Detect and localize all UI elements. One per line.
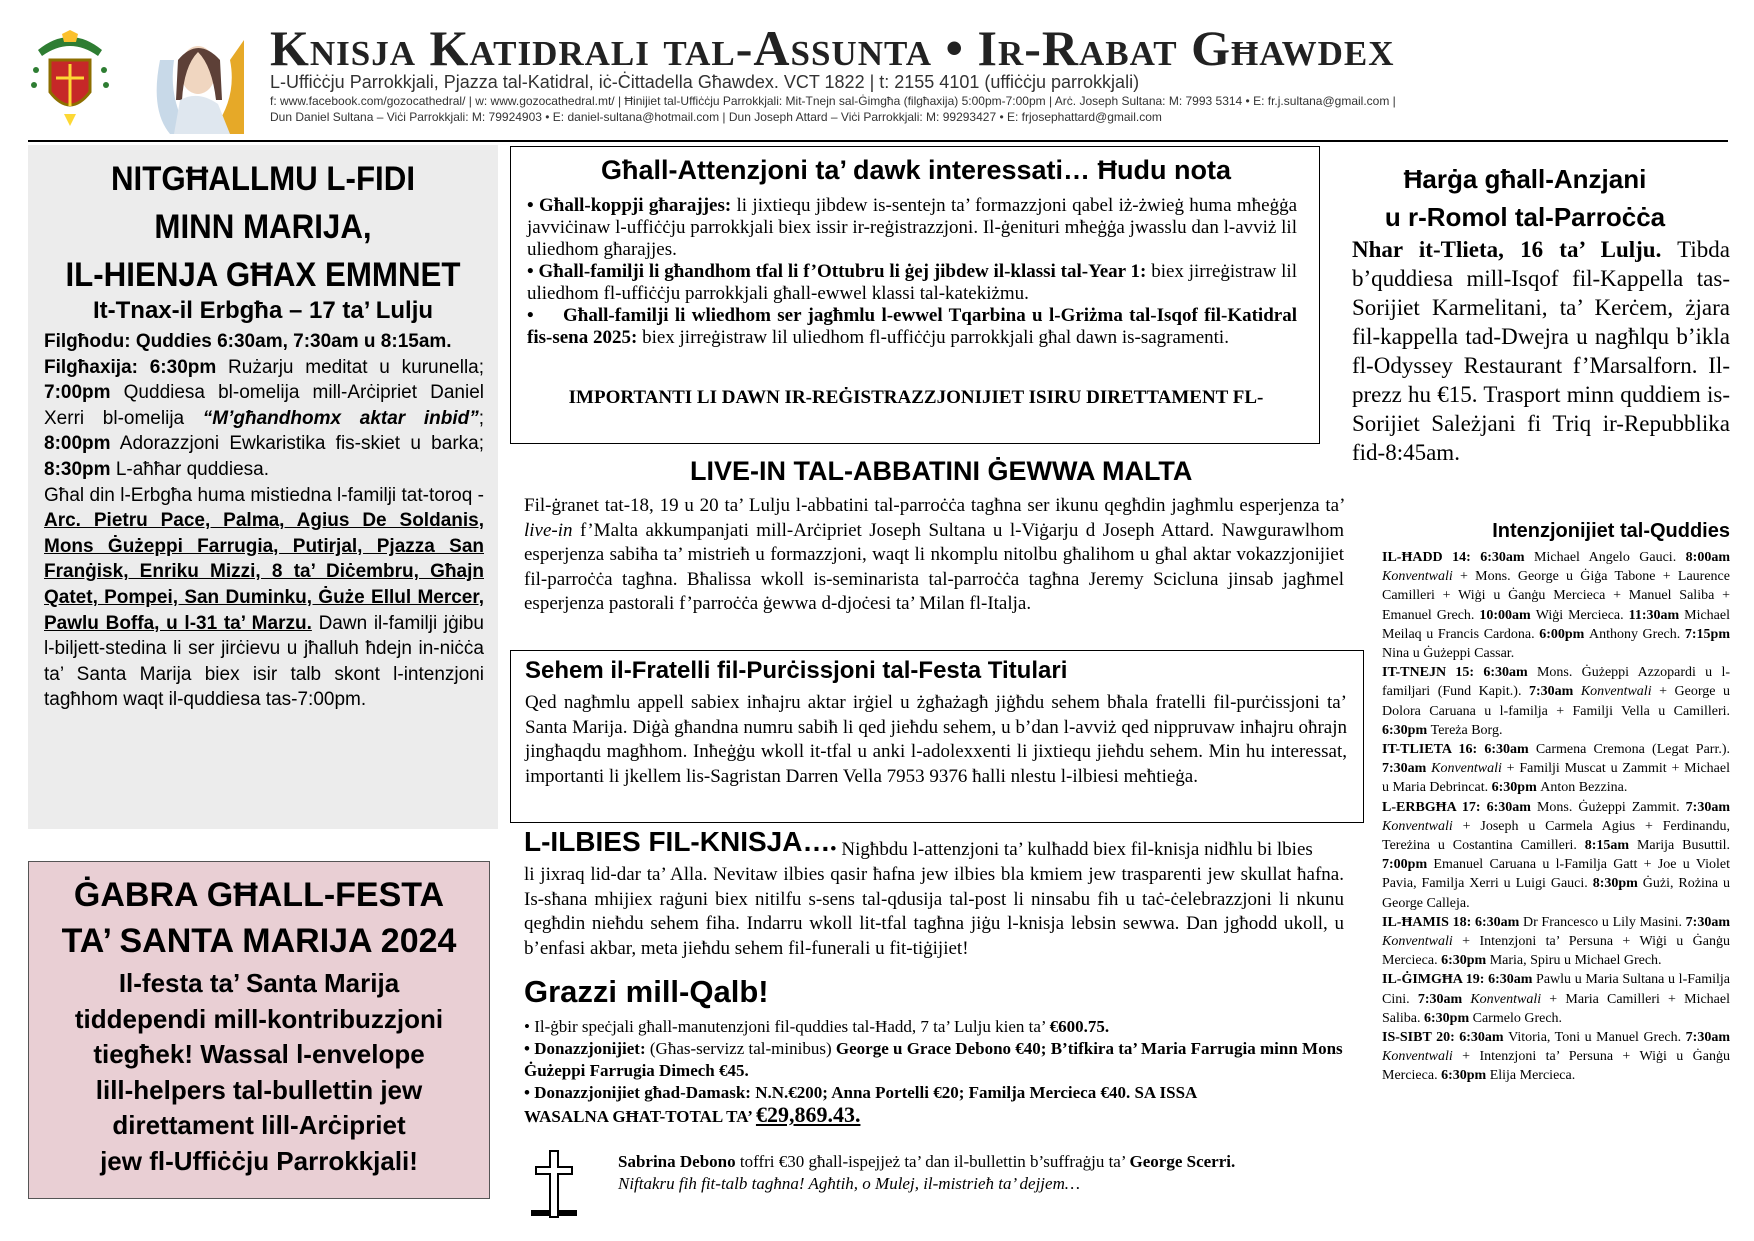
intention-day [1382, 663, 1730, 740]
intention-time: 6:30am [1474, 914, 1523, 930]
dress-code-text: li jixraq lid-dar ta’ Alla. Nevitaw ilbies qasir ħafna jew ilbies bla kmiem jew trasparenti jew skullat ħafna. Is-sħana mhijiex raġuni biex nitilfu s-sens tal-qdusija tal-post li ninsabu fih u taċ-ċelebrazzjoni li nkunu qegħdin nieħdu sehem fiha. Indarru wkoll lit-tfal tagħna jiġu l-knisja lebsin sewwa. Dan jgħodd ukoll, u b’enfasi akbar, meta jieħdu sehem fil-funerali u fit-tiġijiet! [524, 864, 1344, 959]
intention-text: Nina u Ġużeppi Cassar. [1382, 646, 1515, 662]
intention-text: Wiġi Mercieca. [1535, 607, 1629, 623]
intention-text: + Familji Muscat u Zammit + Michael u Maria Debrincat. [1382, 761, 1730, 796]
intention-time: 6:30am [1488, 972, 1537, 988]
intention-text: Marija Busuttil. [1636, 838, 1730, 854]
intention-day [1382, 970, 1730, 1028]
intention-text: Emanuel Caruana u l-Familja Gatt + Joe u Violet Pavia, Familja Xerri u Luigi Gauci. [1382, 857, 1730, 892]
faith-learning-box [28, 145, 498, 829]
fratelli-text: Qed nagħmlu appell sabiex inħajru aktar irġiel u żgħażagħ jiġħdu sehem bħala fratelli fil-purċissjoni ta’ Santa Marija. Diġà għandna numru sabiħ li qed jieħdu sehem, u b’dan l-avviż qed nippruvaw inħajru oħrajn jingħaqdu magħhom. Inħeġġu wkoll it-tfal u anki l-adolexxenti li jixtiequ jieħdu sehem. Min hu interessat, importanti li jkellem lis-Sagristan Darren Vella 7953 9376 ħalli nlestu l-ilbiesi meħtieġa. [525, 692, 1347, 787]
intention-time: 8:30pm [1592, 876, 1643, 892]
notice-item: • Għall-koppji għarajjes: li jixtiequ jibdew is-sentejn ta’ formazzjoni qabel iż-żwieġ huma mħeġġa javviċinaw l-uffiċċju parrokkjali biex issir ir-reġistrazzjoni. Il-ġenituri mħeġġa jwasslu dan l-avviż lil uliedhom għarajjes. [527, 195, 1298, 260]
mass-intentions-title: Intenzjonijiet tal-Quddies [1492, 520, 1730, 542]
live-in-text: Fil-ġranet tat-18, 19 u 20 ta’ Lulju l-abbatini tal-parroċċa tagħna ser ikunu qegħdin jagħmlu esperjenza ta’ live-in f’Malta akkumpanjati mill-Arċipriet Joseph Sultana u l-Viġarju d Joseph Attard. Nawgurawlhom esperjenza sabiħa ta’ mistrieħ u formazzjoni, waqt li nkomplu nitolbu għalihom u għal aktar vokazzjonijiet fil-parroċċa tagħna. Bħalissa wkoll is-seminarista tal-parroċċa tagħna Jeremy Scicluna jinsab jagħmel esperjenza pastorali f’parroċċa ġewwa d-djoċesi ta’ Milan fl-Italja. [524, 495, 1344, 614]
intention-text: Anton Bezzina. [1540, 780, 1628, 796]
intention-time: 6:30am [1486, 799, 1537, 815]
thanks-title: Grazzi mill-Qalb! [524, 974, 769, 1009]
intention-time: 6:30am [1483, 665, 1537, 681]
intention-text: + George u Dolora Caruana u l-familja + Familji Vella u Camilleri. [1382, 684, 1730, 719]
intention-text: Anthony Grech. [1588, 626, 1685, 642]
intention-time: 7:30am [1685, 799, 1730, 815]
intention-time: 8:15am [1584, 838, 1637, 854]
faith-learning-date: It-Tnax-il Erbgħa – 17 ta’ Lulju [92, 297, 434, 324]
faith-learning-title: NITGĦALLMU L-FIDI MINN MARIJA, IL-HIENJA GĦAX EMMNET [65, 160, 461, 294]
intention-time: 6:30pm [1424, 1010, 1473, 1026]
outing-title: Ħarġa għall-Anzjani u r-Romol tal-Parroċċa [1384, 164, 1666, 232]
notice-important: IMPORTANTI LI DAWN IR-REĠISTRAZZJONIJIET ISIRU DIRETTAMENT FL- [568, 387, 1264, 408]
office-address: L-Uffiċċju Parrokkjali, Pjazza tal-Katidral, iċ-Ċittadella Għawdex. VCT 1822 | t: 2155 4101 (uffiċċju parrokkjali) [270, 72, 1140, 92]
dress-code-intro: • Nigħbdu l-attenzjoni ta’ kulħadd biex fil-knisja nidħlu bi lbies [830, 839, 1313, 860]
intention-day [1382, 1028, 1730, 1086]
donation-total: WASALNA GĦAT-TOTAL TA’ €29,869.43. [524, 1102, 861, 1127]
intention-time: 10:00am [1479, 607, 1536, 623]
street-list: Arc. Pietru Pace, Palma, Agius De Soldanis, Mons Ġużeppi Farrugia, Putirjal, Pjazza San Franġisk, Enriku Mizzi, 8 ta’ Diċembru, Għajn Qatet, Pompei, San Duminku, Ġuże Ellul Mercer, Pawlu Boffa, u l-31 ta’ Marzu. [44, 510, 484, 634]
intention-text: Ġużi, Rożina u George Calleja. [1382, 876, 1730, 911]
intention-text: + Intenzjoni ta’ Persuna + Wiġi u Ġanġu Mercieca. [1382, 1049, 1730, 1084]
intention-time: 6:30pm [1382, 722, 1431, 738]
donation-line: • Il-ġbir speċjali għall-manutenzjoni fil-quddies tal-Ħadd, 7 ta’ Lulju kien ta’ €600.75. [524, 1017, 1110, 1036]
intention-text: + Maria Camilleri + Michael Saliba. [1382, 991, 1731, 1026]
intention-conventual: Konventwali [1580, 684, 1660, 700]
intention-time: 7:30am [1685, 1030, 1730, 1046]
fratelli-title: Sehem il-Fratelli fil-Purċissjoni tal-Festa Titulari [525, 657, 1068, 684]
intention-conventual: Konventwali [1431, 761, 1507, 777]
intention-day [1382, 548, 1730, 663]
attention-notice-box [510, 146, 1320, 444]
contact-line-2: Dun Daniel Sultana – Viċi Parrokkjali: M: 79924903 • E: daniel-sultana@hotmail.com | Dun Joseph Attard – Viċi Parrokkjali: M: 99293427 • E: frjosephattard@gmail.com [270, 110, 1162, 124]
intention-day-label: IT-TLIETA 16: [1382, 742, 1485, 758]
intention-text: + Joseph u Carmela Agius + Ferdinandu, Tereżina u Costantina Camilleri. [1382, 818, 1730, 854]
intention-time: 6:30am [1459, 1030, 1509, 1046]
intention-day-label: IT-TNEJN 15: [1382, 665, 1484, 681]
intention-time: 7:30am [1685, 914, 1730, 930]
feast-collection-text: Il-festa ta’ Santa Marija tiddependi mill-kontribuzzjoni tiegħek! Wassal l-envelope lill-helpers tal-bullettin jew direttament lill-Arċipriet jew fl-Uffiċċju Parrokkjali! [74, 968, 444, 1176]
intention-time: 11:30am [1628, 607, 1685, 623]
intention-time: 6:00pm [1539, 626, 1589, 642]
intention-text: + Mons. George u Ġiġa Tabone + Laurence Camilleri + Wiġi u Ġanġu Mercieca + Manuel Saliba + Emanuel Grech. [1382, 569, 1730, 623]
cross-icon [531, 1148, 577, 1220]
intention-text: Mons. Ġużeppi Azzopardi u l-familjari (Fund Kapit.). [1382, 665, 1730, 700]
intention-day-label: IL-ĦAMIS 18: [1382, 914, 1475, 930]
intention-time: 7:15pm [1684, 626, 1730, 642]
intention-time: 6:30pm [1441, 953, 1490, 969]
feast-collection-box [28, 861, 490, 1199]
intention-time: 7:30am [1382, 761, 1432, 777]
intention-text: Maria, Spiru u Michael Grech. [1489, 953, 1662, 969]
intention-time: 8:00am [1685, 550, 1730, 565]
mass-intentions-list [1382, 548, 1730, 1086]
notice-item: • Għall-familji li għandhom tfal li f’Ottubru li ġej jibdew il-klassi tal-Year 1: biex jirreġistraw lil uliedhom fl-uffiċċju parrokkjali għall-ewwel klassi tal-katekiżmu. [527, 261, 1297, 304]
intention-text: Dr Francesco u Lily Masini. [1522, 914, 1686, 930]
intention-text: Pawlu u Maria Sultana u l-Familja Cini. [1382, 972, 1731, 1007]
intention-day-label: IS-SIBT 20: [1382, 1030, 1460, 1046]
intention-time: 6:30am [1480, 550, 1535, 565]
coat-of-arms-icon [28, 30, 112, 130]
intention-text: Mons. Ġużeppi Zammit. [1536, 799, 1686, 815]
intention-text: Vitoria, Toni u Manuel Grech. [1508, 1030, 1686, 1046]
masthead [0, 0, 1754, 140]
intention-conventual: Konventwali [1382, 934, 1463, 950]
faith-learning-text: Filgħodu: Quddies 6:30am, 7:30am u 8:15am. Filgħaxija: 6:30pm Rużarju meditat u kurunella; 7:00pm Quddiesa bl-omelija mill-Arċipriet Daniel Xerri bl-omelija “M’għandhomx aktar inbid”; 8:00pm Adorazzjoni Ewkaristika fis-skiet u barka; 8:30pm L-aħħar quddiesa. Għal din l-Erbgħa huma mistiedna l-familji tat-toroq - Arc. Pietru Pace, Palma, Agius De Soldanis, Mons Ġużeppi Farrugia, Putirjal, Pjazza San Franġisk, Enriku Mizzi, 8 ta’ Diċembru, Għajn Qatet, Pompei, San Duminku, Ġuże Ellul Mercer, Pawlu Boffa, u l-31 ta’ Marzu. Dawn il-familji jġibu l-biljett-stedina li ser jirċievu u jħalluh ħdejn in-niċċa ta’ Santa Marija biex isir talb skont l-intenzjoni tagħhom waqt il-quddiesa tas-7:00pm. [44, 331, 485, 711]
intention-day [1382, 798, 1730, 913]
intention-text: Michael Angelo Gauci. [1534, 550, 1686, 565]
feast-collection-title: ĠABRA GĦALL-FESTA TA’ SANTA MARIJA 2024 [61, 876, 457, 960]
intention-day-label: IL-ĠIMGĦA 19: [1382, 972, 1489, 988]
madonna-image [140, 30, 244, 134]
intention-time: 7:30am [1417, 991, 1471, 1007]
intention-day [1382, 740, 1730, 798]
intention-day-label: IL-ĦADD 14: [1382, 550, 1481, 565]
outing-text: Nhar it-Tlieta, 16 ta’ Lulju. Tibda b’quddiesa mill-Isqof fil-Kappella tas-Sorijiet Karmelitani, ta’ Kerċem, żjara fil-kappella tad-Dwejra u nagħlqu b’ikla fl-Odyssey Restaurant f’Marsalforn. Il-prezz hu €15. Trasport minn quddiem is-Sorijiet Sależjani fi Triq ir-Repubblika fid-8:45am. [1352, 237, 1730, 465]
contact-line-1: f: www.facebook.com/gozocathedral/ | w: www.gozocathedral.mt/ | Ħinijiet tal-Uffiċċju Parrokkjali: Mit-Tnejn sal-Ġimgħa (filgħaxija) 5:00pm-7:00pm | Arċ. Joseph Sultana: M: 7993 5314 • E: fr.j.sultana@gmail.com | [270, 94, 1396, 108]
header-divider [28, 140, 1728, 142]
page-title: Knisja Katidrali tal-Assunta • Ir-Rabat Għawdex [270, 20, 1395, 76]
intention-text: Elija Mercieca. [1489, 1068, 1576, 1084]
intention-conventual: Konventwali [1382, 818, 1463, 834]
intention-time: 6:30am [1484, 742, 1536, 758]
intention-time: 7:00pm [1382, 857, 1434, 873]
intention-text: Michael Meilaq u Francis Cardona. [1382, 607, 1730, 642]
donation-line: • Donazzjonijiet: (Għas-servizz tal-minibus) George u Grace Debono €40; B’tifkira ta’ Maria Farrugia minn Mons Ġużeppi Farrugia Dimech €45. [524, 1039, 1343, 1080]
attention-notice-title: Għall-Attenzjoni ta’ dawk interessati… Ħudu nota [600, 155, 1232, 185]
live-in-title: LIVE-IN TAL-ABBATINI ĠEWWA MALTA [690, 456, 1193, 486]
intention-conventual: Konventwali [1382, 1049, 1463, 1065]
intention-text: Carmena Cremona (Legat Parr.). [1535, 742, 1730, 758]
intention-text: + Intenzjoni ta’ Persuna + Wiġi u Ġanġu Mercieca. [1382, 934, 1730, 969]
intention-conventual: Konventwali [1382, 569, 1461, 585]
intention-text: Tereża Borg. [1430, 722, 1503, 738]
intention-conventual: Konventwali [1470, 991, 1550, 1007]
notice-item: • Għall-familji li wliedhom ser jagħmlu l-ewwel Tqarbina u l-Griżma tal-Isqof fil-Katidral fis-sena 2025: biex jirreġistraw lil uliedhom fl-uffiċċju parrokkjali għal dawn is-sagramenti. [527, 305, 1297, 348]
intention-text: Carmelo Grech. [1472, 1010, 1563, 1026]
fratelli-box [510, 650, 1364, 823]
donation-line: • Donazzjonijiet għad-Damask: N.N.€200; Anna Portelli €20; Familja Mercieca €40. SA ISSA [524, 1083, 1198, 1102]
dress-code-title: L-ILBIES FIL-KNISJA… [524, 826, 831, 857]
intention-time: 6:30pm [1441, 1068, 1490, 1084]
intention-time: 6:30pm [1491, 780, 1541, 796]
intention-day [1382, 913, 1730, 971]
intention-time: 7:30am [1528, 684, 1581, 700]
intention-day-label: L-ERBGĦA 17: [1382, 799, 1487, 815]
memoriam-notice: Sabrina Debono toffri €30 għall-ispejjeż ta’ dan il-bullettin b’suffraġju ta’ George Scerri. Niftakru fih fit-talb tagħna! Agħtih, o Mulej, il-mistrieħ ta’ dejjem… [618, 1152, 1236, 1193]
